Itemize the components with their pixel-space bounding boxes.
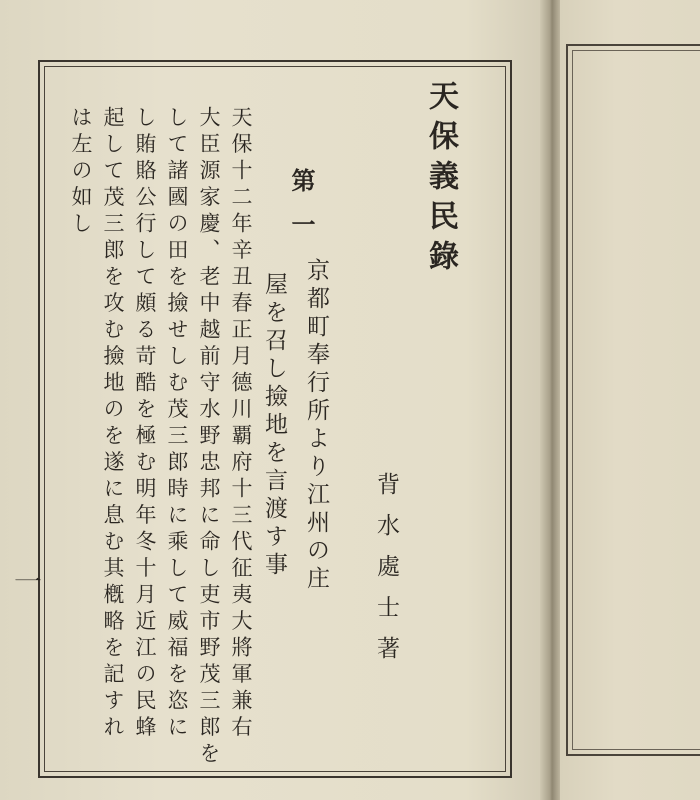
body-line-2: 大臣源家慶、老中越前守水野忠邦に命し吏市野茂三郎を bbox=[197, 106, 221, 769]
chapter-title-line-2: 屋を召し撿地を言渡す事 bbox=[261, 272, 287, 580]
body-line-5: 起して茂三郎を攻む撿地のを遂に息む其槪略を記すれ bbox=[101, 106, 125, 742]
body-line-6: は左の如し bbox=[69, 106, 93, 239]
chapter-label: 第一 bbox=[287, 168, 316, 256]
author-credit: 背水處士著 bbox=[373, 472, 399, 677]
body-line-4: し賄賂公行して頗る苛酷を極む明年冬十月近江の民蜂 bbox=[133, 106, 157, 742]
chapter-title-line-1: 京都町奉行所より江州の庄 bbox=[303, 258, 329, 594]
body-line-1: 天保十二年辛丑春正月德川覇府十三代征夷大將軍兼右 bbox=[229, 106, 253, 742]
book-title: 天保義民錄 bbox=[423, 80, 458, 280]
book-gutter bbox=[540, 0, 562, 800]
right-page-frame-inner bbox=[572, 50, 700, 750]
page-number: 一 bbox=[14, 569, 42, 593]
body-line-3: して諸國の田を撿せしむ茂三郎時に乘して威福を恣に bbox=[165, 106, 189, 742]
